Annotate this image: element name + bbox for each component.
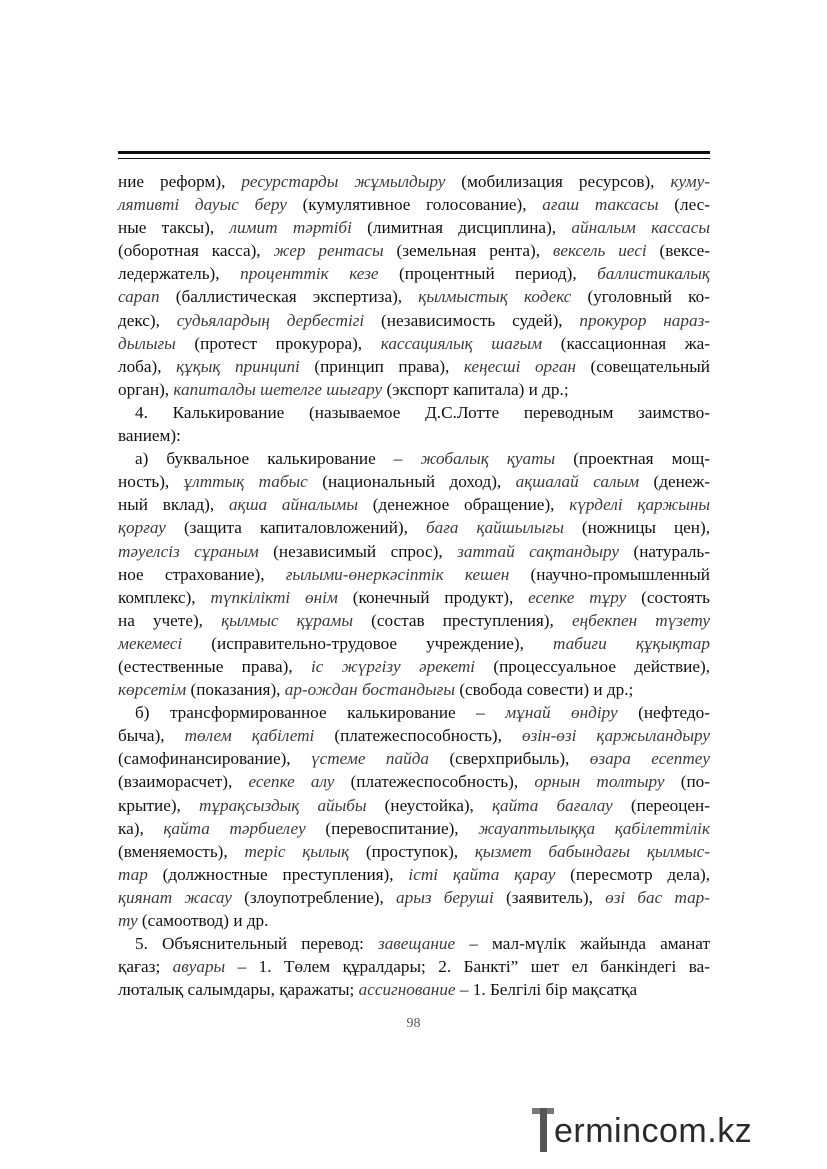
text-run: (лес-: [658, 195, 710, 215]
kazakh-term: ақшалай салым: [515, 472, 640, 492]
text-line: [118, 470, 710, 493]
text-run: люталық салымдары, қаражаты;: [118, 980, 359, 1000]
text-run: (процентный период),: [378, 264, 598, 284]
kazakh-term: есепке алу: [248, 772, 335, 792]
text-run: (защита капиталовложений),: [165, 518, 426, 538]
text-line: [118, 817, 710, 840]
kazakh-term: өзін-өзі қаржыландыру: [521, 726, 710, 746]
text-line: [118, 378, 710, 401]
kazakh-term: мұнай өндіру: [505, 703, 618, 723]
text-run: – 1. Төлем құралдары; 2. Банкті” шет ел банкіндегі ва-: [225, 957, 710, 977]
text-line: [118, 447, 710, 470]
kazakh-term: қылмыстық кодекс: [418, 287, 572, 307]
text-run: (самоотвод) и др.: [137, 911, 269, 930]
text-line: [118, 586, 710, 609]
text-run: (земельная рента),: [383, 241, 553, 261]
text-line: [118, 840, 710, 863]
text-line: [118, 563, 710, 586]
text-line: [118, 632, 710, 655]
text-run: (натураль-: [619, 541, 710, 561]
text-run: декс),: [118, 310, 177, 330]
kazakh-term: үстеме пайда: [311, 749, 429, 769]
text-run: (научно-промышленный: [509, 564, 710, 584]
text-line: [118, 193, 710, 216]
text-line: [118, 794, 710, 817]
kazakh-term: теріс қылық: [244, 841, 350, 861]
text-run: (денеж-: [639, 472, 711, 492]
kazakh-term: прокурор нараз-: [579, 310, 710, 330]
text-line: [118, 609, 710, 632]
text-run: (мобилизация ресурсов),: [445, 172, 671, 191]
text-run: – мал-мүлік жайында аманат: [455, 934, 710, 954]
text-line: [118, 170, 710, 193]
text-line: [118, 724, 710, 747]
kazakh-term: орнын толтыру: [534, 772, 665, 792]
text-line: [118, 540, 710, 563]
text-line: [118, 285, 710, 308]
text-run: (переоцен-: [612, 795, 710, 815]
kazakh-term: жауаптылыққа қабілеттілік: [478, 818, 710, 838]
text-run: (протест прокурора),: [175, 333, 381, 353]
kazakh-term: қорғау: [118, 518, 166, 538]
text-run: (должностные преступления),: [147, 864, 409, 884]
text-run: (перевоспитание),: [305, 818, 479, 838]
text-line: [118, 932, 710, 955]
page-number: 98: [406, 1016, 421, 1031]
text-run: (вменяемость),: [118, 841, 245, 861]
text-run: (проектная мощ-: [555, 449, 710, 469]
text-line: [118, 909, 710, 932]
text-run: (пересмотр дела),: [555, 864, 710, 884]
kazakh-term: капиталды шетелге шығару: [173, 379, 383, 399]
kazakh-term: тәуелсіз сұраным: [118, 541, 259, 561]
text-run: (состоять: [626, 587, 710, 607]
kazakh-term: тар: [118, 864, 148, 884]
text-run: 5. Объяснительный перевод:: [135, 934, 378, 954]
kazakh-term: айналым кассасы: [571, 218, 711, 238]
kazakh-term: кеңесші орган: [463, 356, 576, 376]
kazakh-term: істі қайта қарау: [408, 864, 556, 884]
text-line: [118, 401, 710, 424]
text-run: (кумулятивное голосование),: [286, 195, 543, 215]
kazakh-term: судьялардың дербестігі: [176, 310, 365, 330]
text-run: (баллистическая экспертиза),: [159, 287, 419, 307]
text-run: (свобода совести) и др.;: [455, 680, 634, 700]
kazakh-term: кассациялық шағым: [380, 333, 543, 353]
text-run: (конечный продукт),: [337, 587, 529, 607]
text-run: ванием):: [118, 426, 181, 446]
kazakh-term: көрсетім: [118, 680, 187, 700]
text-run: (национальный доход),: [307, 472, 516, 492]
text-run: б) трансформированное калькирование –: [135, 703, 506, 723]
kazakh-term: түпкілікті өнім: [210, 587, 338, 607]
text-run: (нефтедо-: [617, 703, 710, 723]
kazakh-term: еңбекпен түзету: [571, 610, 710, 630]
kazakh-term: баллистикалық: [597, 264, 710, 284]
text-line: [118, 216, 710, 239]
page-body-text: [118, 170, 710, 1001]
kazakh-term: есепке тұру: [528, 587, 627, 607]
text-run: а) буквальное калькирование –: [135, 449, 421, 469]
kazakh-term: баға қайшылығы: [425, 518, 564, 538]
kazakh-term: қайта тәрбиелеу: [163, 818, 306, 838]
text-line: [118, 863, 710, 886]
text-run: (совещательный: [575, 356, 710, 376]
kazakh-term: ар-ождан бостандығы: [284, 680, 456, 700]
text-run: ние реформ),: [118, 172, 242, 191]
kazakh-term: жобалық қуаты: [420, 449, 556, 469]
text-run: ледержатель),: [118, 264, 241, 284]
kazakh-term: ту: [118, 911, 138, 930]
text-run: (процессуальное действие),: [475, 656, 710, 676]
text-run: (экспорт капитала) и др.;: [382, 379, 569, 399]
text-run: орган),: [118, 379, 174, 399]
kazakh-term: тұрақсыздық айыбы: [198, 795, 367, 815]
kazakh-term: төлем қабілеті: [184, 726, 315, 746]
kazakh-term: құқық принципі: [176, 356, 300, 376]
text-run: на учете),: [118, 610, 222, 630]
text-line: [118, 355, 710, 378]
text-run: (взаиморасчет),: [118, 772, 249, 792]
text-run: (исправительно-трудовое учреждение),: [182, 633, 553, 653]
text-run: (злоупотребление),: [231, 887, 396, 907]
kazakh-term: проценттік кезе: [240, 264, 379, 284]
text-line: [118, 655, 710, 678]
text-run: (состав преступления),: [353, 610, 572, 630]
text-run: ные таксы),: [118, 218, 230, 238]
kazakh-term: авуары: [172, 957, 226, 977]
text-run: (естественные права),: [118, 656, 311, 676]
header-rule-thick: [118, 151, 710, 154]
text-run: (заявитель),: [493, 887, 606, 907]
text-run: (показания),: [186, 680, 285, 700]
text-run: быча),: [118, 726, 185, 746]
kazakh-term: өзара есептеу: [589, 749, 710, 769]
text-line: [118, 701, 710, 724]
termincom-logo: [532, 1100, 822, 1160]
text-run: (сверхприбыль),: [429, 749, 590, 769]
text-line: [118, 978, 710, 1001]
kazakh-term: вексель иесі: [552, 241, 647, 261]
text-line: [118, 424, 710, 447]
kazakh-term: сарап: [118, 287, 160, 307]
text-line: [118, 955, 710, 978]
text-line: [118, 516, 710, 539]
kazakh-term: қызмет бабындағы қылмыс-: [474, 841, 710, 861]
kazakh-term: дылығы: [118, 333, 176, 353]
text-run: (независимый спрос),: [258, 541, 458, 561]
text-run: (вексе-: [646, 241, 711, 261]
kazakh-term: қайта бағалау: [491, 795, 613, 815]
kazakh-term: ассигнование: [358, 980, 456, 1000]
kazakh-term: ғылыми-өнеркәсіптік кешен: [285, 564, 510, 584]
text-line: [118, 493, 710, 516]
text-line: [118, 309, 710, 332]
text-run: (платежеспособность),: [314, 726, 522, 746]
text-run: (принцип права),: [299, 356, 464, 376]
kazakh-term: табиғи құқықтар: [552, 633, 710, 653]
text-line: [118, 770, 710, 793]
text-run: (неустойка),: [366, 795, 492, 815]
text-run: лоба),: [118, 356, 177, 376]
kazakh-term: ресурстарды жұмылдыру: [241, 172, 446, 191]
text-run: 4. Калькирование (называемое Д.С.Лотте переводным заимство-: [135, 402, 710, 422]
kazakh-term: заттай сақтандыру: [457, 541, 620, 561]
text-line: [118, 678, 710, 701]
text-run: (независимость судей),: [364, 310, 580, 330]
text-run: (кассационная жа-: [542, 333, 710, 353]
text-run: (проступок),: [349, 841, 475, 861]
header-rule-thin: [118, 158, 710, 159]
kazakh-term: ұлттық табыс: [183, 472, 308, 492]
kazakh-term: күрделі қаржыны: [569, 495, 710, 515]
logo-text: ermincom.kz: [554, 1112, 753, 1150]
kazakh-term: лимит тәртібі: [229, 218, 352, 238]
text-run: қағаз;: [118, 957, 173, 977]
kazakh-term: өзі бас тар-: [605, 887, 710, 907]
text-line: [118, 886, 710, 909]
text-run: (денежное обращение),: [358, 495, 570, 515]
kazakh-term: завещание: [378, 934, 456, 954]
text-run: (лимитная дисциплина),: [351, 218, 572, 238]
kazakh-term: ақша айналымы: [228, 495, 358, 515]
kazakh-term: мекемесі: [118, 633, 183, 653]
kazakh-term: қылмыс құрамы: [221, 610, 354, 630]
text-run: ный вклад),: [118, 495, 229, 515]
text-line: [118, 747, 710, 770]
text-run: крытие),: [118, 795, 199, 815]
text-run: комплекс),: [118, 587, 211, 607]
text-run: (ножницы цен),: [563, 518, 711, 538]
text-run: (самофинансирование),: [118, 749, 312, 769]
text-run: (оборотная касса),: [118, 241, 274, 261]
kazakh-term: арыз беруші: [396, 887, 494, 907]
kazakh-term: қиянат жасау: [118, 887, 232, 907]
text-run: ка),: [118, 818, 164, 838]
logo-t-glyph-icon: [532, 1108, 554, 1152]
text-run: ное страхование),: [118, 564, 286, 584]
kazakh-term: ағаш таксасы: [542, 195, 659, 215]
text-line: [118, 262, 710, 285]
text-run: – 1. Белгілі бір мақсатқа: [455, 980, 638, 1000]
kazakh-term: лятивті дауыс беру: [118, 195, 287, 215]
kazakh-term: іс жүргізу әрекеті: [311, 656, 476, 676]
text-run: (по-: [664, 772, 710, 792]
text-run: (платежеспособность),: [334, 772, 535, 792]
text-run: ность),: [118, 472, 184, 492]
text-line: [118, 332, 710, 355]
text-run: (уголовный ко-: [571, 287, 710, 307]
kazakh-term: куму-: [670, 172, 710, 191]
kazakh-term: жер рентасы: [273, 241, 384, 261]
text-line: [118, 239, 710, 262]
